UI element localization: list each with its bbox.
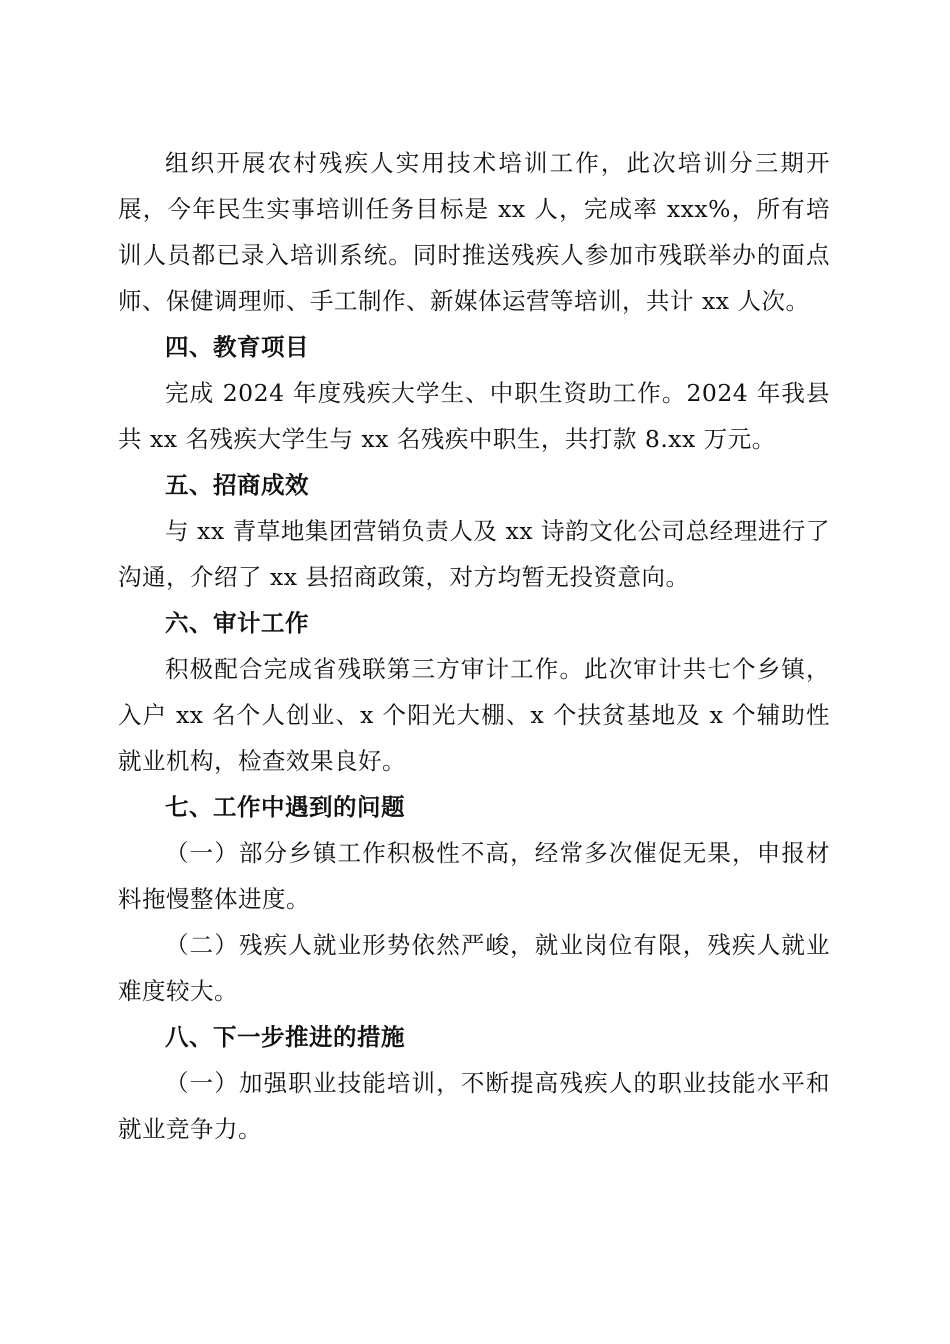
heading-next-steps: 八、下一步推进的措施	[165, 1023, 405, 1051]
paragraph-investment: 与 xx 青草地集团营销负责人及 xx 诗韵文化公司总经理进行了沟通，介绍了 xx 县招商政策，对方均暂无投资意向。	[118, 517, 830, 591]
paragraph-audit: 积极配合完成省残联第三方审计工作。此次审计共七个乡镇，入户 xx 名个人创业、x 个阳光大棚、x 个扶贫基地及 x 个辅助性就业机构，检查效果良好。	[118, 655, 830, 775]
heading-investment: 五、招商成效	[165, 471, 309, 499]
heading-problems: 七、工作中遇到的问题	[165, 793, 405, 821]
paragraph-training: 组织开展农村残疾人实用技术培训工作，此次培训分三期开展，今年民生实事培训任务目标是 xx 人，完成率 xxx%，所有培训人员都已录入培训系统。同时推送残疾人参加市残联举办的面点师、保健调理师、手工制作、新媒体运营等培训，共计 xx 人次。	[118, 149, 830, 315]
paragraph-education: 完成 2024 年度残疾大学生、中职生资助工作。2024 年我县共 xx 名残疾大学生与 xx 名残疾中职生，共打款 8.xx 万元。	[118, 379, 830, 453]
heading-education: 四、教育项目	[165, 333, 309, 361]
paragraph-measure-1: （一）加强职业技能培训，不断提高残疾人的职业技能水平和就业竞争力。	[118, 1069, 830, 1143]
paragraph-problem-1: （一）部分乡镇工作积极性不高，经常多次催促无果，申报材料拖慢整体进度。	[118, 839, 830, 913]
paragraph-problem-2: （二）残疾人就业形势依然严峻，就业岗位有限，残疾人就业难度较大。	[118, 931, 830, 1005]
document-page	[118, 140, 830, 1152]
heading-audit: 六、审计工作	[165, 609, 309, 637]
